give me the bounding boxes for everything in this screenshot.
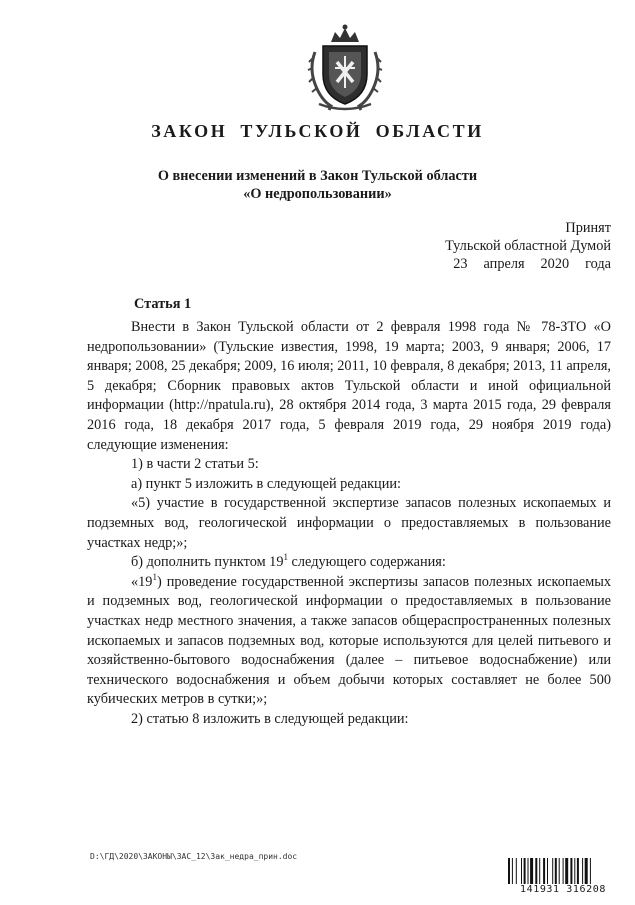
adoption-block [371, 219, 611, 273]
barcode-bar [577, 858, 579, 884]
barcode-bar [563, 858, 564, 884]
item-1b-text-prefix: «19 [131, 573, 153, 590]
adoption-month: апреля [483, 256, 525, 272]
barcode-bar [535, 858, 537, 884]
subtitle-line: «О недропользовании» [243, 186, 392, 202]
barcode-bar [543, 858, 545, 884]
barcode-bar [552, 858, 553, 884]
barcode-bar [547, 858, 548, 884]
barcode-bar [512, 858, 513, 884]
barcode-bar [530, 858, 533, 884]
barcode-bar [585, 858, 588, 884]
item-1b-prefix: б) дополнить пунктом 19 [131, 554, 284, 571]
adopted-label: Принят [565, 220, 611, 236]
adoption-year-word: года [585, 256, 611, 272]
barcode-bar [565, 858, 568, 884]
item-2: 2) статью 8 изложить в следующей редакции: [131, 710, 409, 727]
barcode-bar [559, 858, 560, 884]
item-1a: а) пункт 5 изложить в следующей редакции: [131, 475, 401, 492]
barcode-bar [539, 858, 540, 884]
superscript: 1 [283, 552, 288, 563]
barcode-bar [508, 858, 510, 884]
barcode-number: 141931 316208 [519, 884, 607, 895]
law-title: ЗАКОН ТУЛЬСКОЙ ОБЛАСТИ [151, 121, 484, 141]
item-1: 1) в части 2 статьи 5: [131, 456, 259, 473]
adopted-by: Тульской областной Думой [445, 238, 611, 254]
adoption-day: 23 [453, 256, 468, 272]
barcode [507, 858, 619, 884]
barcode-bar [574, 858, 575, 884]
barcode-bar [582, 858, 583, 884]
article-body [87, 318, 611, 729]
item-1b-suffix: следующего содержания: [287, 554, 446, 571]
file-path: D:\ГД\2020\ЗАКОНЫ\ЗАС_12\Зак_недра_прин.doc [90, 852, 298, 861]
item-1b-text [87, 573, 611, 710]
superscript: 1 [152, 571, 157, 582]
barcode-bar [521, 858, 522, 884]
adoption-date [371, 255, 611, 273]
barcode-bar [524, 858, 526, 884]
barcode-bar [590, 858, 591, 884]
item-1b [87, 553, 611, 573]
barcode-bar [555, 858, 557, 884]
barcode-bar [570, 858, 572, 884]
law-subtitle [0, 167, 635, 203]
adoption-year: 2020 [540, 256, 570, 272]
coat-of-arms-icon [307, 22, 383, 114]
item-1a-text: «5) участие в государственной экспертизе запасов полезных ископаемых и подземных вод, геологической информации о предоставляемых в пользование участках недр;»; [87, 495, 611, 551]
barcode-bar [516, 858, 517, 884]
subtitle-line: О внесении изменений в Закон Тульской области [157, 168, 478, 184]
item-1b-text-body: ) проведение государственной экспертизы запасов полезных ископаемых и подземных вод, геологической информации о предоставляемых в пользование участках недр местного значения, а также запасов общераспространенных полезных ископаемых и запасов подземных вод, которые используются для целей питьевого и хозяйственно-бытового водоснабжения (далее – питьевое водоснабжение) или технического водоснабжения и объем добычи которых составляет не более 500 кубических метров в сутки;»; [87, 573, 611, 708]
article-heading: Статья 1 [134, 296, 192, 312]
barcode-bar [528, 858, 529, 884]
intro-paragraph: Внести в Закон Тульской области от 2 февраля 1998 года № 78-ЗТО «О недропользовании» (Тульские известия, 1998, 19 марта; 2003, 9 января; 2006, 17 января; 2008, 25 декабря; 2009, 16 июля; 2011, 10 февраля, 8 декабря; 2013, 11 апреля, 5 декабря; Сборник правовых актов Тульской области и иной официальной информации (http://npatula.ru), 28 октября 2014 года, 3 марта 2015 года, 29 февраля 2016 года, 18 декабря 2017 года, 5 февраля 2019 года, 29 ноября 2019 года) следующие изменения: [87, 319, 611, 453]
